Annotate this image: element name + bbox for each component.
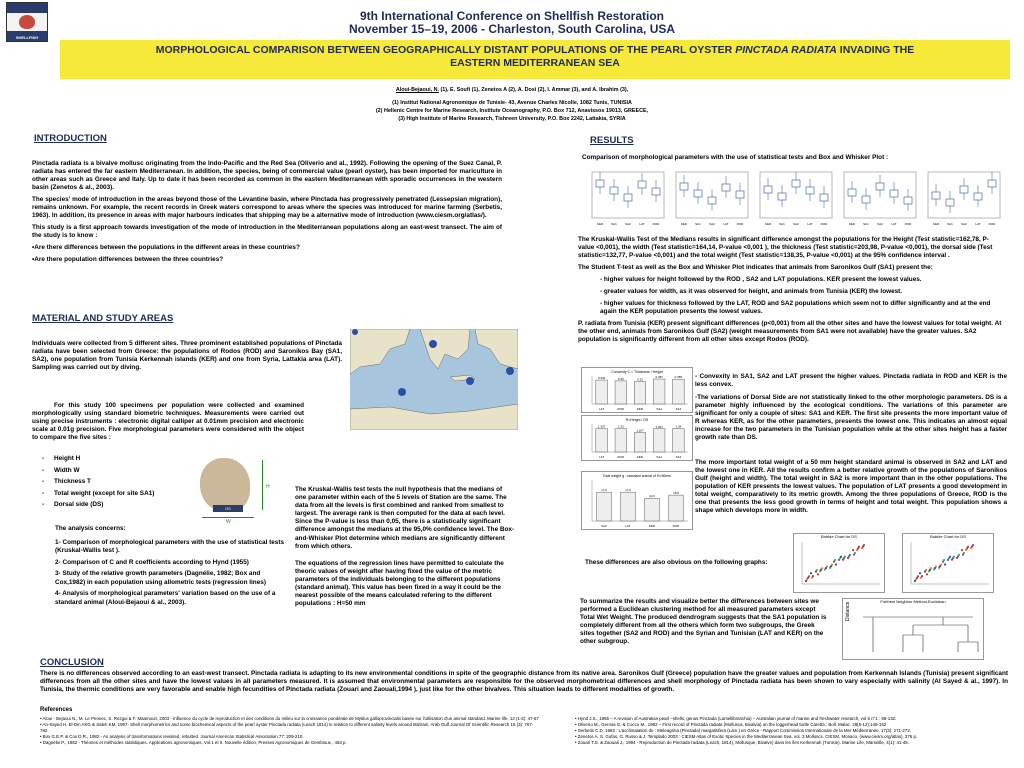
references-right [575,716,1015,746]
bar [653,379,665,404]
scatter-point [930,567,932,569]
category-label: ROD [617,407,625,411]
category-label: LAT [625,524,631,528]
box [876,183,884,190]
category-label: ROD [672,524,680,528]
scatter-point [831,564,833,566]
category-label: SA2 [675,407,682,411]
shell-label-ds: DS [213,505,243,512]
scatter-point [967,546,969,548]
conference-dates: November 15–19, 2006 - Charleston, South Carolina, USA [348,22,676,36]
conference-name: 9th International Conference on Shellfish Restoration [359,9,665,23]
reference-item: • Hynd J.S., 1955 – A revision of Australian pearl –shells, genus Pinctada (Lamellibranchia) – Australian journal of marine and freshwater research, vol 6 n°1 : 98-132. [575,716,897,721]
bar [673,379,685,404]
intro-question-1: •Are there differences between the populations in the different areas in these countries? [32,244,300,251]
scatter-point [840,556,842,558]
scatter-point [940,564,942,566]
intro-paragraph-1: Pinctada radiata is a bivalve mollusc originating from the Indo-Pacific and the Red Sea (Oliverio and al., 1992). Following the opening of the Suez Canal, P. radiata has entered the far eastern Mediterranean. In addition, the species, being of commercial value (pearl oyster), has been imported for mariculture in other areas such as Greece and Italy. Up to date it has been recorded as common in the eastern Mediterranean with sporadic occurrences in the western basin (Zenetos & al., 2003). [32,160,502,191]
kruskal-wallis-explanation: The Kruskal-Wallis test tests the null hypothesis that the medians of one parameter within each of the 5 levels of Station are the same. The data from all the levels is first combined and ranked from smallest to largest. The average rank is then computed for the data at each level. Since the P-value is less than 0,05, there is a statistically significant difference amongst the medians at the 95,0% confidence level. The Box-and-Whisker Plot determine which medians are significantly different from which others. [295,486,515,550]
parameter-weight: - Total weight (except for site SA1) [40,488,200,500]
bar [669,495,683,521]
box [680,183,688,190]
t-test-text: The Student T-test as well as the Box and Whisker Plot indicates that animals from Saronikos Gulf (SA1) present the: [578,264,933,271]
box [596,180,604,187]
category-label: LAT [598,455,605,459]
box [736,191,744,198]
ker-results: P. radiata from Tunisia (KER) present significant differences (p<0,001) from all the other sites and have the lowest values for total weight. At the other end, animals from Saronikos Gulf (SA2) (weight measurements from SA1 were not available) have the greater values. SA2 population is significantly different from all other sites except Rodos (ROD). [578,320,1002,343]
cluster-text: To summarize the results and visualize better the differences between sites we performed a Euclidean clustering method for all measured parameters except Total Wet Weight. The produced dendrogram suggests that the SA1 population is completely different from all the others which form two subgroups, the Greek sites together (SA2 and ROD) and the Syrian and Tunisian (LAT and KER) on the other subgroup. [580,598,827,645]
shell-label-w: W [226,519,231,525]
site-label: ROD [904,222,912,226]
bar [634,382,646,404]
site-marker-lat [506,367,514,375]
site-label: ROD [736,222,744,226]
title-species: PINCTADA RADIATA [735,44,837,56]
category-label: SA2 [675,455,682,459]
box [820,194,828,201]
reference-item: • Zenetos A. S. Gofas, G. Russo & J. Templado 2003 : CIESM Atlas of Exotic Species in the Mediterranean Sea, vol. 3 Molluscs. CIESM, Monaco, (www.ciesm.org/atlas), 376 p. [575,734,918,739]
width-indicator [202,517,254,518]
t-test-thickness: - higher values for thickness followed by the LAT, ROD and SA2 populations which seem not to differ significantly and at the end again the KER population presents the lowest values. [600,300,991,315]
scatter-point [834,559,836,561]
dendrogram-axis-label: Distance [845,601,851,621]
data-label: 17,6 [601,488,607,493]
shell-label-h: H [266,484,270,490]
parameter-list [40,453,200,511]
data-label: 0.342 [597,376,606,381]
scatter-point [949,556,951,558]
site-label: SA1 [695,222,701,226]
scatter-point [858,546,860,548]
data-label: 1,34 [675,424,682,429]
analysis-block [55,525,285,607]
title-line2: EASTERN MEDITERRANEAN SEA [450,57,620,69]
dorsal-side-text: -The variations of Dorsal Side are not statistically linked to the other morphologic parameters. DS is a parameter highly influenced by the ecological conditions. The variations of this parameter are significant for only a couple of sites: SA1 and KER. The first site presents the more important value of R whereas KER, as for the other parameters, presents the lowest one. This indicates an almost equal increase for the two parameters in the Tunisian population while at the other sites height has a faster growth rate than DS. [695,394,1007,441]
bubble-chart-1-title: Bubble Chart for DS [821,534,857,539]
scatter-point [961,549,963,551]
bar [673,429,685,452]
site-label: KER [932,222,940,226]
references-heading: References [40,707,73,713]
scatter-point [963,552,965,554]
title-part: MORPHOLOGICAL COMPARISON BETWEEN GEOGRAPHICALLY DISTANT POPULATIONS OF THE PEARL OYSTER [155,44,736,56]
weight-chart [581,471,693,530]
reference-item: • Oliverio M., Gerosa G. & Cocco M., 1992 – First record of Pinctada radiata (Mollusca, Bivalvia) on the loggerhead turtle Caretta ; Boll. Malac. 28(5-12):149-152 [575,722,887,727]
box [610,187,618,194]
scatter-point [919,572,921,574]
box [946,199,954,206]
bar [634,433,646,452]
site-label: LAT [891,222,897,226]
graphs-intro: These differences are also obvious on the following graphs: [585,559,768,566]
box-plots-row [582,170,1002,230]
box [904,197,912,204]
site-label: LAT [807,222,813,226]
box [652,188,660,195]
height-indicator [262,460,263,510]
category-label: ROD [617,455,625,459]
site-marker-sa [429,340,437,348]
affiliation-2: (2) Hellenic Centre for Marine Research, Institute Oceanography, P.O. Box 712, Anavissos 19013, GREECE, [375,108,649,114]
parameter-height: - Height H [40,453,200,465]
chart-title: R=Height / DS [625,418,649,422]
site-marker-ker [398,388,406,396]
box [764,186,772,193]
shell-photo [200,458,250,512]
weight-text: The more important total weight of a 50 mm height standard animal is observed in SA2 and LAT and the lowest one in KER. All the results confirm a better relative growth of the populations of Saronikos Gulf (height and width). The total weight in SA2 is more important than in the other populations. The population of KER presents the lowest values. The population of LAT presents a good development in total weight, comparatively to its metric growth. Among the three populations of Greece, ROD is the one that presents the less good growth in terms of height and total weight. This population shows a shape which develops more in width. [695,459,1007,514]
conclusion-heading: CONCLUSION [40,657,104,668]
intro-paragraph-2: The species' mode of introduction in the areas beyond those of the Levantine basin, where Pinctada has progressively penetrated (Lessepsian migration), remains unknown. For example, the recent records in Greek waters correspond to areas where the species was introduced for marine farming (Serbetis, 1963). In addition, its presence in areas with major harbours indicates that shipping may be a alternative mode of introduction (www.ciesm.org/atlas/). [32,196,502,219]
analysis-item-2: 2- Comparison of C and R coefficients according to Hynd (1955) [55,558,249,566]
bar [621,492,635,521]
data-label: 0.357 [655,375,663,380]
data-label: 0.32 [637,377,643,382]
scatter-point [863,544,865,546]
data-label: 0.355 [674,375,683,380]
box [792,180,800,187]
box [694,190,702,197]
poster-title [60,44,1010,70]
parameter-thickness: - Thickness T [40,476,200,488]
category-label: KER [636,407,644,411]
site-label: SA2 [709,222,715,226]
parameter-width: - Width W [40,465,200,477]
bubble-chart-1 [793,533,885,593]
dendrogram-title: Furthest Neighbor Method,Euclidean [880,599,946,604]
affiliation-3: (3) High Institute of Marine Research, Tishreen University, P.O. Box 2242, Lattakia, SYRIA [398,116,626,122]
site-label: SA2 [877,222,883,226]
scatter-point [821,567,823,569]
site-label: SA1 [611,222,617,226]
bubble-chart-2 [902,533,994,593]
lead-author: Aloui-Bejaoui, N. [395,87,439,93]
dendrogram [842,598,984,660]
scatter-point [925,569,927,571]
box [988,180,996,187]
reference-item: • Zouari T.S. & Zaouali J., 1994 - Reproduction de Pinctada radiata (Leach, 1814), Mollusque, Bivalve) dans les îles Kerkennah (Tunisie). Marine Life, Marseille, 4(1): 41-45. [575,740,909,745]
box [638,181,646,188]
site-label: SA2 [793,222,799,226]
affiliation-1: (1) Institut National Agronomique de Tunisie- 43, Avenue Charles Nicolle, 1082 Tunis, TUNISIA [392,100,632,106]
data-label: 1,33 [617,424,624,429]
site-label: SA2 [961,222,967,226]
bar [596,380,608,404]
scatter-point [835,563,837,565]
analysis-item-4: 4- Analysis of morphological parameters' variation based on the use of a standard animal (Aloui-Bejaoui & al., 2003). [55,590,276,606]
site-label: SA1 [863,222,869,226]
bar [615,381,627,404]
category-label: SA2 [601,524,607,528]
study-area-map [350,329,518,430]
data-label: 1,107 [636,428,644,433]
t-test-intro [578,264,1004,272]
data-label: 0.33 [617,376,624,381]
title-part: INVADING THE [836,44,915,56]
site-label: KER [680,222,688,226]
category-label: SA1 [656,455,663,459]
site-marker-rod [466,377,474,385]
scatter-point [849,554,851,556]
bar [597,492,611,521]
data-label: 13,9 [649,494,655,499]
scatter-point [944,563,946,565]
site-label: SA2 [625,222,631,226]
scatter-point [817,573,819,575]
convexity-text: - Convexity in SA1, SA2 and LAT present the higher values. Pinctada radiata in ROD and KER is the less convex. [695,373,1007,388]
site-label: SA1 [779,222,785,226]
conclusion-text: There is no differences observed according to an east-west transect. Pinctada radiata is adapting to its new environmental conditions in spite of the geographic distance from its native area. Saronikos Gulf (Greece) population have the greater values and population from Kerkennah Islands (Tunisia) present significant differences from all the other sites and have the lowest values in all parameters measured. It is assumed that environmental parameters are responsible for the observed morphometrical differences and shell morphology of Pinctada radiata has been shown to vary especially with salinity (Al Sayed & al., 1997). In Tunisia, the thermic conditions are very favorable and enable high fecundities of Pinctada radiata (Zouari and Zaouali,1994 ), just like for the other bivalves. This situation leads to different modalities of growth. [40,670,1008,693]
box [806,187,814,194]
logo-text: SHELLFISH [15,35,39,40]
scatter-point [917,575,919,577]
bar [645,498,659,521]
site-label: ROD [652,222,660,226]
site-label: KER [596,222,604,226]
introduction-text [32,160,502,268]
box [960,186,968,193]
reference-item: • Dagnélie P., 1982 - Théories et méthodes statistiques. Applications agronomiques, Vol.1 et II. Nouvelle édition, Presses Agronomiques de Gembloux , 463 p. [40,740,347,745]
site-label: LAT [639,222,645,226]
site-label: KER [764,222,772,226]
box [624,194,632,201]
scatter-point [854,552,856,554]
scatter-point [972,544,974,546]
reference-item: • Aloui - Bejaoui N., M. Le Pennec, S. Rezgui & F. Maamouri, 2003 - Influence du cycle de reproduction et des conditions du milieu sur la croissance pondérale de Mytilus galloprovincialis basée sur l'utilisation d'un animal standard. Marine life, 13 (1-2): 47-57 [40,716,539,721]
site-marker-west [352,329,358,335]
chart-title: Total weight g : standard animal of H=50mm [602,474,672,478]
results-caption: Comparison of morphological parameters with the use of statistical tests and Box and Whisker Plot : [582,154,889,161]
methods-paragraph-2: For this study 100 specimens per population were collected and examined morphologically using standard biometric techniques. Measurements were carried out using precise instruments : electronic digital calliper at 0.01mm precision and electronic scale at 0.01g precision. Five morphological parameters were considered with the object to compare the five sites : [32,402,304,441]
data-label: 17,6 [625,488,631,493]
scatter-point [844,555,846,557]
box [974,193,982,200]
analysis-item-1: 1- Comparison of morphological parameters with the use of statistical tests (Kruskal-Wallis test ). [55,538,285,554]
data-label: 15,8 [673,491,679,496]
conference-header [0,10,1024,36]
box [848,189,856,196]
scatter-point [852,549,854,551]
introduction-heading: INTRODUCTION [34,133,107,144]
r-ratio-chart [581,415,693,461]
t-test-height: - higher values for height followed by the ROD , SA2 and LAT populations. KER present the lowest values. [600,276,922,283]
box [778,193,786,200]
scatter-point [826,565,828,567]
convexity-chart [581,367,693,413]
scatter-point [921,575,923,577]
analysis-item-3: 3- Study of the relative growth parameters (Dagnélie, 1982; Box and Cox,1982) in each population using allometric tests (regression lines) [55,570,266,586]
site-label: LAT [975,222,981,226]
results-text-block [578,236,1004,348]
category-label: KER [636,455,644,459]
bubble-chart-2-title: Bubble Chart for DS [930,534,966,539]
results-heading: RESULTS [590,135,634,146]
analysis-heading: The analysis concerns: [55,525,126,532]
methods-heading: MATERIAL AND STUDY AREAS [32,313,174,324]
scatter-point [816,569,818,571]
site-label: LAT [723,222,729,226]
box [862,196,870,203]
scatter-point [935,565,937,567]
site-label: ROD [820,222,828,226]
category-label: KER [648,524,656,528]
chart-title: Convexity C = Thickness / Height [611,370,663,374]
intro-paragraph-3: This study is a first approach towards investigation of the mode of introduction in the Mediterranean populations along an east-west transect. The aim of the study is to know : [32,224,502,239]
data-label: 1,337 [597,424,606,429]
box [932,192,940,199]
data-label: 1,327 [655,424,663,429]
regression-explanation: The equations of the regression lines have permitted to calculate the theoric values of weight after having fixed the value of the metric parameters of the individuals belonging to the different populations (standard animal). This value has been fixed in a way it could be the nearest possible of the means calculated refering to the different populations : H=50 mm [295,560,504,608]
site-label: ROD [988,222,996,226]
authors-block [200,86,824,123]
reference-item: • Serbetis C.D. 1963 : L'acclimatation de : Meleagrina (Pinctada) margaritifera (Lam.) en Grèce - Rapport Commission Internationale de la Mer Méditerranée, 17(3): 271-272. [575,728,911,733]
category-label: LAT [598,407,605,411]
bar [596,429,608,452]
kruskal-wallis-results: The Kruskal-Wallis Test of the Medians results in significant difference amongst the populations for the Height (Test statistic=162,78, P-value <0,001), the width (Test statistic=164,14, P-value <0,001 ), the thickness (Test statistic=203,98, P-value <0,001), the dorsal side (Test statistic=132,77, P-value <0,001) and the total weight (Test statistic=138,35, P-value <0,001) at the 95% confidence interval . [578,236,993,259]
site-label: KER [848,222,856,226]
box [890,190,898,197]
box [708,197,716,204]
box [722,184,730,191]
scatter-point [958,554,960,556]
reference-item: • Box G.E.P. & Cox D.R., 1982 - An analysis of transformations revisited, rebutted. Journal American Statistical Association 77: 209-210. [40,734,304,739]
scatter-point [926,573,928,575]
references-left [40,716,540,746]
site-label: SA1 [947,222,953,226]
scatter-point [810,572,812,574]
intro-question-2: •Are there population differences between the three countries? [32,256,224,263]
co-authors: (1), E. Soufi (1), Zenetos A (2), A. Dosi (2), I. Ammar (3), and A. Ibrahim (3), [438,87,629,93]
t-test-width: - greater values for width, as it was observed for height, and animals from Tunisia (KER) the lowest. [600,288,903,295]
category-label: SA1 [656,407,663,411]
scatter-point [808,575,810,577]
methods-paragraph-1: Individuals were collected from 5 different sites. Three prominent established populations of Pinctada radiata have been selected from Greece: the populations of Rodos (ROD) and Saronikos Bay (SA1, SA2), one population from Tunisia Kerkennah islands (KER) and one from Syria, Lattakia area (LAT). Sampling was carried out by diving. [32,340,342,371]
bar [653,429,665,452]
scatter-point [812,575,814,577]
bar [615,429,627,452]
parameter-dorsal-side: - Dorsal side (DS) [40,499,200,511]
reference-item: • An-Sayed H, El-Din AKG & Saleh KM, 1997- Shell morphometrics and some biochemical aspects of the pearl oyster Pinctada radiata (Leach 1814) in relation to different salinity levels around Bahrain. Arab Gulf Journal Of Scientific Research 15 (3): 767-782. [40,722,534,733]
scatter-point [953,555,955,557]
scatter-point [943,559,945,561]
